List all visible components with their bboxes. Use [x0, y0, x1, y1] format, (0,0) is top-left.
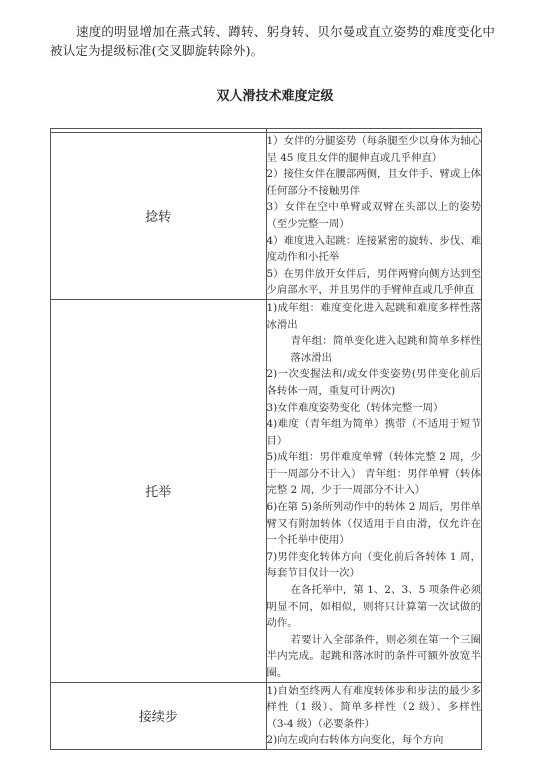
- table-row: [51, 299, 482, 682]
- rule-item: 5)成年组：男伴难度单臂（转体完整 2 周，少于一周部分不计入） 青年组：男伴单臂（转体完整 2 周，少于一周部分不计入）: [266, 451, 481, 497]
- rule-item: 2)向左或向右转体方向变化，每个方向: [266, 734, 444, 747]
- rule-item: 2)一次变握法和/或女伴变姿势(男伴变化前后各转体一周，重复可计两次): [266, 368, 481, 397]
- rule-item: 5）在男伴放开女伴后，男伴两臂向侧方达到至少肩部水平，并且男伴的手臂伸直或几乎伸直: [266, 267, 481, 297]
- table-title: 双人滑技术难度定级: [216, 89, 334, 104]
- rules-cell: [266, 133, 482, 300]
- rule-item: 4)难度（青年组为简单）携带（不适用于短节目）: [266, 418, 481, 447]
- rule-note: 在各托举中，第 1、2、3、5 项条件必须明显不同，如相似，则将只计算第一次试做的动作。: [266, 584, 481, 630]
- element-name: 托举: [51, 299, 267, 682]
- rule-note: 若要计入全部条件，则必须在第一个三圈半内完成。起跳和落冰时的条件可额外放宽半圈。: [266, 633, 481, 679]
- rule-item: 青年组：简单变化进入起跳和简单多样性落冰滑出: [290, 335, 481, 364]
- element-name: 捻转: [51, 133, 267, 300]
- table-row: [51, 682, 482, 749]
- rule-item: 1）女伴的分腿姿势（每条腿至少以身体为轴心呈 45 度且女伴的腿伸直或几乎伸直）: [266, 135, 481, 164]
- rule-item: 2）接住女伴在腰部两侧，且女伴手、臂或上体任何部分不接触男伴: [266, 168, 481, 197]
- rules-cell: [266, 682, 482, 749]
- rule-item: 3)女伴难度姿势变化（转体完整一周）: [266, 401, 444, 414]
- difficulty-table: [50, 128, 482, 750]
- rule-item: 7)男伴变化转体方向（变化前后各转体 1 周，每套节目仅计一次）: [266, 550, 481, 580]
- rule-item: 3）女伴在空中单臂或双臂在头部以上的姿势（至少完整一周）: [266, 201, 481, 230]
- rule-item: 6)在第 5)条所列动作中的转体 2 周后，男伴单臂又有附加转体（仅适用于自由滑，仅允许在一个托举中使用）: [266, 501, 481, 547]
- rule-item: 1)自始至终两人有难度转体步和步法的最少多样性（1 级）、简单多样性（2 级）、多样性（3-4 级）（必要条件）: [266, 684, 481, 730]
- rule-item: 4）难度进入起跳：连接紧密的旋转、步伐、难度动作和小托举: [266, 234, 481, 264]
- rules-cell: [266, 299, 482, 682]
- intro-paragraph: 速度的明显增加在燕式转、蹲转、躬身转、贝尔曼或直立姿势的难度变化中被认定为提级标准(交叉脚旋转除外)。: [50, 24, 496, 58]
- rule-item: 1)成年组：难度变化进入起跳和难度多样性落冰滑出: [266, 301, 481, 331]
- element-name: 接续步: [51, 682, 267, 749]
- table-row: [51, 133, 482, 300]
